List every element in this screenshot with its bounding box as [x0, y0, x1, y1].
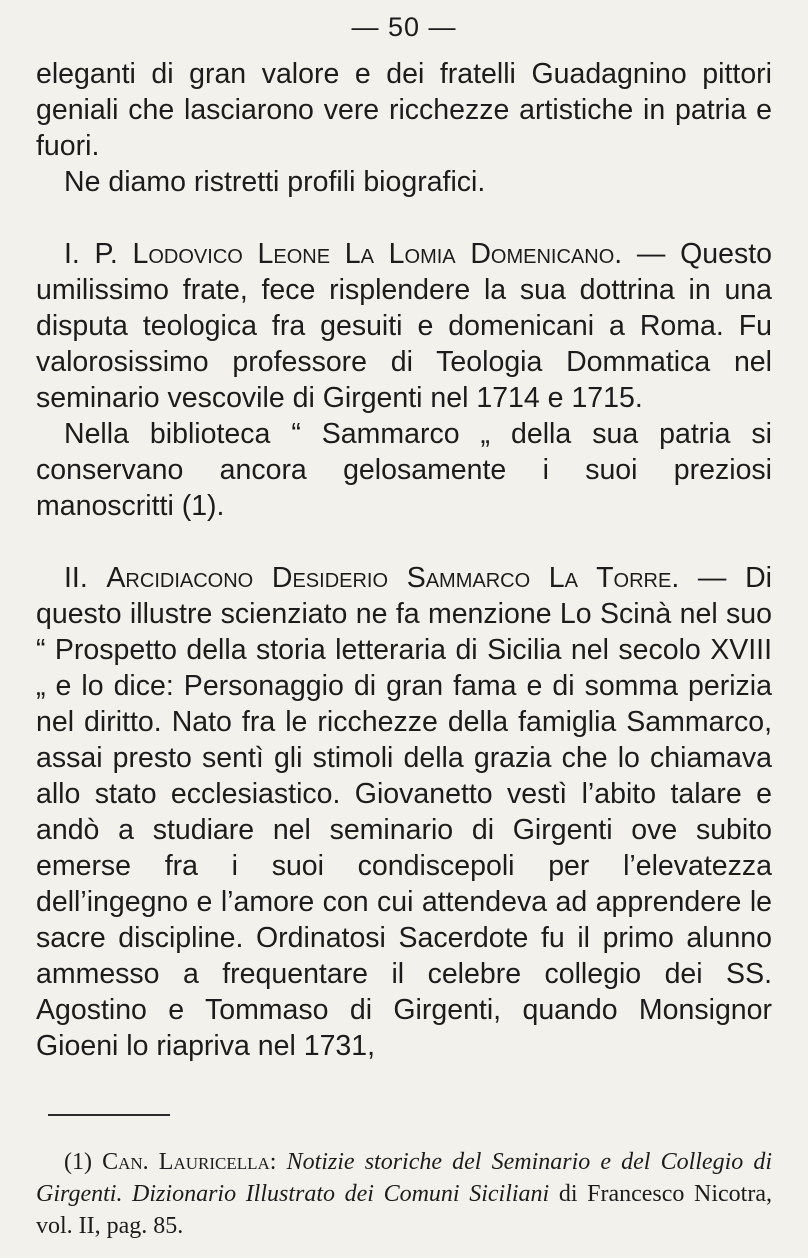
- footnote-marker: (1): [64, 1149, 103, 1175]
- page-number: — 50 —: [351, 12, 457, 42]
- footnote-source: di Francesco Nicotra, vol. II, pag. 85.: [36, 1181, 772, 1239]
- footnote-title: Notizie storiche del Seminario e del Collegio di Girgenti. Dizionario Illustrato dei Comuni Siciliani: [36, 1149, 773, 1207]
- entry-text: — Questo umilissimo frate, fece risplendere la sua dottrina in una disputa teologica fra gesuiti e domenicani a Roma. Fu valorosissimo professore di Teologia Dommatica nel seminario vescovile di Girgenti nel 1714 e 1715.: [36, 238, 772, 414]
- entry-sammarco: [36, 560, 772, 1064]
- footnote-divider: [48, 1114, 170, 1116]
- entry-text: — Di questo illustre scienziato ne fa menzione Lo Scinà nel suo “ Prospetto della storia letteraria di Sicilia nel secolo XVIII „ e lo dice: Personaggio di gran fama e di somma perizia nel diritto. Nato fra le ricchezze della famiglia Sammarco, assai presto sentì gli stimoli della grazia che lo chiamava allo stato ecclesiastico. Giovanetto vestì l’abito talare e andò a studiare nel seminario di Girgenti ove subito emerse fra i suoi condiscepoli per l’elevatezza dell’ingegno e l’amore con cui attendeva ad apprendere le sacre discipline. Ordinatosi Sacerdote fu il primo alunno ammesso a frequentare il celebre collegio dei SS. Agostino e Tommaso di Girgenti, quando Monsignor Gioeni lo riapriva nel 1731,: [36, 562, 772, 1062]
- footnote: [36, 1146, 772, 1242]
- footnote-text: [36, 1146, 772, 1242]
- footnote-separator: :: [269, 1149, 287, 1175]
- paragraph-continuation: eleganti di gran valore e dei fratelli Guadagnino pittori geniali che lasciarono vere ricchezze artistiche in patria e fuori.: [36, 58, 772, 162]
- footnote-author: Can. Lauricella: [102, 1149, 270, 1175]
- entry-numeral: I.: [64, 238, 95, 270]
- body-text: [36, 56, 772, 1064]
- entry-numeral: II.: [64, 562, 107, 594]
- paragraph-biblioteca: Nella biblioteca “ Sammarco „ della sua patria si conservano ancora gelosamente i suoi preziosi manoscritti (1).: [36, 418, 772, 522]
- paragraph-intro: Ne diamo ristretti profili biografici.: [64, 166, 486, 198]
- entry-heading: P. Lodovico Leone La Lomia Domenicano.: [94, 238, 623, 270]
- document-page: [36, 0, 772, 1258]
- entry-la-lomia: [36, 236, 772, 416]
- entry-heading: Arcidiacono Desiderio Sammarco La Torre.: [106, 562, 680, 594]
